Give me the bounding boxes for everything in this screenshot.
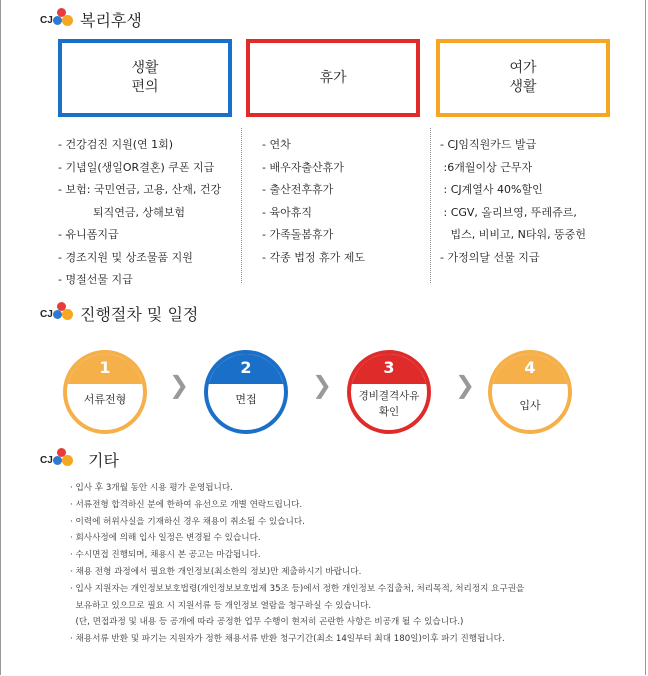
- note-item: · 수시면접 진행되며, 채용시 본 공고는 마감됩니다.: [70, 550, 261, 561]
- welfare-list-living: [58, 134, 221, 292]
- cj-logo-icon: CJ: [40, 446, 76, 472]
- divider: [241, 128, 242, 283]
- list-item: - 연차: [262, 138, 291, 151]
- step-2: [204, 350, 288, 434]
- box-vacation: 휴가: [246, 39, 420, 117]
- list-item: - 유니폼지급: [58, 228, 119, 241]
- list-item: : CGV, 올리브영, 뚜레쥬르,: [440, 205, 577, 219]
- step-label: 경비결격사유 확인: [358, 390, 420, 418]
- note-item: · 입사 지원자는 개인정보보호법령(개인정보보호법제 35조 등)에서 정한 개인정보 수집출처, 처리목적, 처리정지 요구권을: [70, 583, 525, 594]
- step-number: 4: [524, 358, 536, 377]
- step-number: 3: [383, 358, 395, 377]
- box-leisure: 여가 생활: [436, 39, 610, 117]
- list-item: 퇴직연금, 상해보험: [58, 205, 185, 219]
- chevron-right-icon: ❯: [312, 371, 333, 399]
- step-number: 2: [240, 358, 252, 377]
- list-item: 빕스, 비비고, N타워, 뚱중헌: [440, 228, 586, 241]
- process-title: 진행절차 및 일정: [80, 304, 199, 324]
- note-item: · 입사 후 3개월 동안 시용 평가 운영됩니다.: [70, 483, 233, 493]
- note-item: · 서류전형 합격하신 분에 한하여 유선으로 개별 연락드립니다.: [70, 499, 303, 510]
- note-item: · 채용 전형 과정에서 필요한 개인정보(최소한의 정보)만 제출하시기 바랍니다.: [70, 566, 362, 577]
- list-item: - 건강검진 지원(연 1회): [58, 138, 174, 151]
- list-item: : CJ계열사 40%할인: [440, 183, 543, 196]
- cj-logo-icon: CJ: [40, 6, 76, 32]
- note-item: · 채용서류 반환 및 파기는 지원자가 정한 채용서류 반환 청구기간(최소 14일부터 최대 180일)이후 파기 진행됩니다.: [70, 634, 505, 645]
- step-number: 1: [99, 358, 111, 377]
- step-label: 입사: [519, 399, 541, 412]
- list-item: - 기념일(생일OR결혼) 쿠폰 지급: [58, 160, 215, 174]
- list-item: - 배우자출산휴가: [262, 160, 344, 174]
- etc-header: [40, 446, 119, 472]
- chevron-right-icon: ❯: [455, 371, 476, 399]
- welfare-list-leisure: [440, 134, 586, 269]
- divider: [430, 128, 431, 283]
- note-item: · 이력에 허위사실을 기재하신 경우 채용이 취소될 수 있습니다.: [70, 516, 305, 527]
- step-3: [347, 350, 431, 434]
- welfare-header: [40, 6, 142, 32]
- list-item: :6개월이상 근무자: [440, 160, 533, 174]
- notes-list: [70, 480, 524, 648]
- box-living: 생활 편의: [58, 39, 232, 117]
- list-item: - 육아휴직: [262, 205, 312, 219]
- note-item: (단, 면접과정 및 내용 등 공개에 따라 공정한 업무 수행이 현저히 곤란한 사항은 비공개 될 수 있습니다.): [70, 617, 464, 628]
- list-item: - 보험: 국민연금, 고용, 산재, 건강: [58, 183, 222, 196]
- step-1: [63, 350, 147, 434]
- step-4: [488, 350, 572, 434]
- chevron-right-icon: ❯: [169, 371, 190, 399]
- list-item: - 경조지원 및 상조물품 지원: [58, 250, 193, 264]
- list-item: - 출산전후휴가: [262, 183, 334, 196]
- list-item: - 가족돌봄휴가: [262, 228, 334, 241]
- list-item: - 각종 법정 휴가 제도: [262, 250, 365, 264]
- welfare-title: 복리후생: [80, 10, 142, 30]
- step-label: 면접: [235, 393, 257, 406]
- list-item: - 가정의달 선물 지급: [440, 250, 540, 264]
- welfare-list-vacation: [262, 134, 365, 269]
- note-item: · 회사사정에 의해 입사 일정은 변경될 수 있습니다.: [70, 533, 261, 544]
- etc-title: 기타: [88, 450, 119, 470]
- note-item: 보유하고 있으므로 필요 시 지원서류 등 개인정보 열람을 청구하실 수 있습니다.: [70, 600, 372, 611]
- list-item: - CJ임직원카드 발급: [440, 138, 537, 151]
- process-header: [40, 300, 198, 326]
- step-label: 서류전형: [83, 393, 127, 406]
- list-item: - 명절선물 지급: [58, 273, 133, 286]
- cj-logo-icon: CJ: [40, 300, 76, 326]
